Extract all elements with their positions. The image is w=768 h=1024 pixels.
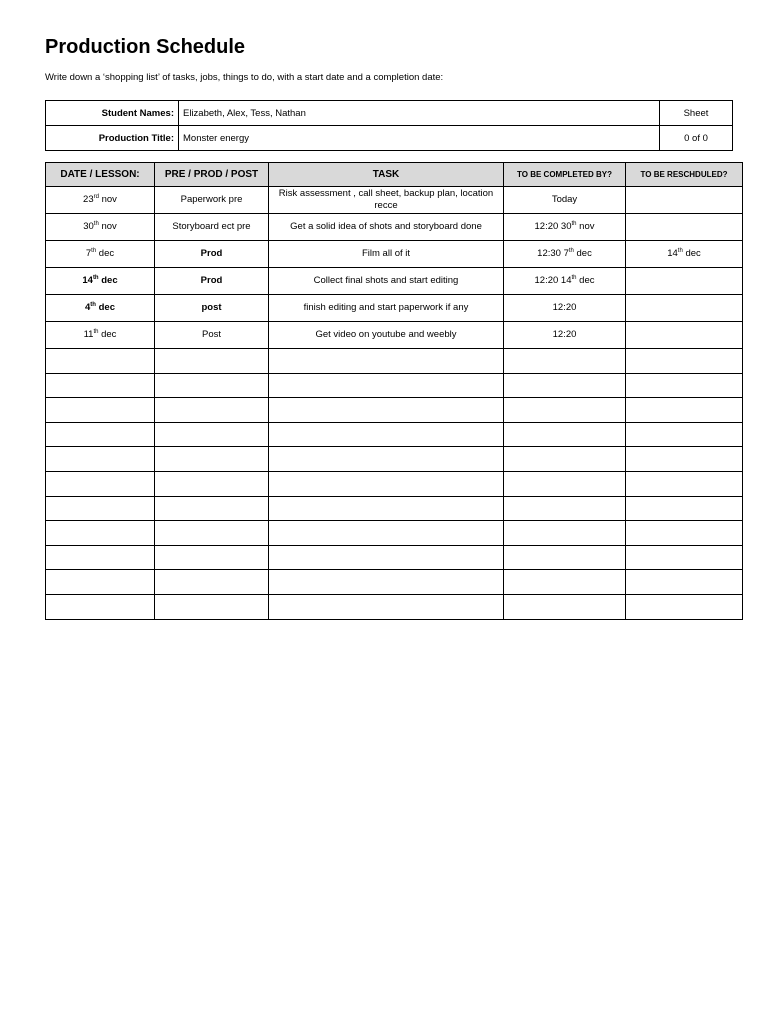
empty-schedule-row — [46, 594, 743, 619]
task-cell[interactable] — [269, 422, 504, 447]
rescheduled-cell-suffix: th — [677, 247, 683, 254]
header-rescheduled: TO BE RESCHDULED? — [626, 163, 743, 187]
task-cell[interactable]: Collect final shots and start editing — [269, 268, 504, 295]
completed-by-cell-rest: dec — [573, 248, 592, 259]
task-cell[interactable] — [269, 349, 504, 374]
task-cell[interactable] — [269, 545, 504, 570]
production-title-row — [46, 126, 733, 151]
date-month: dec — [98, 329, 117, 340]
task-cell[interactable] — [269, 447, 504, 472]
date-cell[interactable] — [46, 398, 155, 423]
date-suffix: th — [91, 247, 97, 254]
completed-by-cell-rest: nov — [576, 221, 595, 232]
production-info-table — [45, 100, 733, 151]
task-cell[interactable] — [269, 570, 504, 595]
date-cell[interactable] — [46, 570, 155, 595]
stage-cell[interactable] — [155, 496, 269, 521]
task-cell[interactable] — [269, 594, 504, 619]
date-day: 23 — [83, 194, 94, 205]
stage-cell[interactable]: Prod — [155, 268, 269, 295]
stage-cell[interactable] — [155, 447, 269, 472]
completed-by-cell[interactable] — [504, 241, 626, 268]
rescheduled-cell[interactable] — [626, 545, 743, 570]
rescheduled-cell[interactable] — [626, 322, 743, 349]
stage-cell[interactable] — [155, 422, 269, 447]
task-cell[interactable] — [269, 521, 504, 546]
completed-by-cell[interactable] — [504, 214, 626, 241]
rescheduled-cell[interactable] — [626, 447, 743, 472]
rescheduled-cell-main: 14 — [667, 248, 678, 259]
empty-schedule-row — [46, 349, 743, 374]
date-cell[interactable] — [46, 422, 155, 447]
completed-by-cell-main: 12:20 — [552, 329, 577, 340]
schedule-row — [46, 295, 743, 322]
date-month: nov — [98, 221, 117, 232]
date-cell[interactable] — [46, 322, 155, 349]
task-cell[interactable] — [269, 496, 504, 521]
rescheduled-cell[interactable] — [626, 496, 743, 521]
date-suffix: th — [92, 274, 99, 281]
date-suffix: th — [90, 301, 96, 308]
rescheduled-cell[interactable] — [626, 594, 743, 619]
task-cell[interactable]: Film all of it — [269, 241, 504, 268]
completed-by-cell-suffix: th — [568, 247, 574, 254]
completed-by-cell[interactable] — [504, 268, 626, 295]
schedule-body — [46, 187, 743, 620]
completed-by-cell[interactable] — [504, 570, 626, 595]
sheet-label: Sheet — [660, 101, 733, 126]
rescheduled-cell[interactable] — [626, 373, 743, 398]
stage-cell[interactable] — [155, 545, 269, 570]
completed-by-cell[interactable] — [504, 422, 626, 447]
stage-cell[interactable] — [155, 521, 269, 546]
task-cell[interactable] — [269, 373, 504, 398]
completed-by-cell[interactable] — [504, 471, 626, 496]
rescheduled-cell[interactable] — [626, 241, 743, 268]
schedule-row — [46, 322, 743, 349]
instruction-text: Write down a ‘shopping list’ of tasks, jobs, things to do, with a start date and a completion date: — [45, 72, 444, 83]
schedule-row — [46, 214, 743, 241]
completed-by-cell-main: 12:20 — [552, 302, 577, 313]
schedule-row — [46, 187, 743, 214]
rescheduled-cell[interactable] — [626, 268, 743, 295]
stage-cell[interactable]: Prod — [155, 241, 269, 268]
completed-by-cell[interactable] — [504, 398, 626, 423]
rescheduled-cell[interactable] — [626, 471, 743, 496]
date-month: nov — [98, 194, 117, 205]
completed-by-cell-suffix: th — [571, 274, 577, 281]
empty-schedule-row — [46, 373, 743, 398]
empty-schedule-row — [46, 471, 743, 496]
date-day: 11 — [83, 329, 94, 340]
stage-cell[interactable] — [155, 471, 269, 496]
date-cell[interactable] — [46, 187, 155, 214]
date-day: 4 — [85, 302, 91, 313]
completed-by-cell-main: Today — [551, 194, 578, 205]
header-task: TASK — [269, 163, 504, 187]
empty-schedule-row — [46, 398, 743, 423]
date-cell[interactable] — [46, 349, 155, 374]
date-day: 14 — [82, 275, 93, 286]
sheet-number: 0 of 0 — [660, 126, 733, 151]
date-cell[interactable] — [46, 594, 155, 619]
production-title-value[interactable]: Monster energy — [179, 126, 660, 151]
schedule-table — [45, 162, 743, 620]
task-cell[interactable] — [269, 398, 504, 423]
completed-by-cell[interactable] — [504, 295, 626, 322]
empty-schedule-row — [46, 422, 743, 447]
date-suffix: rd — [93, 193, 99, 200]
stage-cell[interactable] — [155, 398, 269, 423]
rescheduled-cell-rest: dec — [682, 248, 701, 259]
date-month: dec — [95, 302, 115, 313]
date-cell[interactable] — [46, 471, 155, 496]
completed-by-cell[interactable] — [504, 521, 626, 546]
production-title-label: Production Title: — [46, 126, 179, 151]
completed-by-cell[interactable] — [504, 187, 626, 214]
date-month: dec — [96, 248, 115, 259]
completed-by-cell[interactable] — [504, 349, 626, 374]
empty-schedule-row — [46, 447, 743, 472]
stage-cell[interactable] — [155, 594, 269, 619]
stage-cell[interactable]: Storyboard ect pre — [155, 214, 269, 241]
task-cell[interactable] — [269, 471, 504, 496]
date-cell[interactable] — [46, 545, 155, 570]
date-suffix: th — [93, 328, 99, 335]
date-cell[interactable] — [46, 521, 155, 546]
task-cell[interactable]: Risk assessment , call sheet, backup plan, location recce — [269, 187, 504, 214]
stage-cell[interactable] — [155, 349, 269, 374]
empty-schedule-row — [46, 496, 743, 521]
date-suffix: th — [93, 220, 99, 227]
rescheduled-cell[interactable] — [626, 570, 743, 595]
date-cell[interactable] — [46, 268, 155, 295]
task-cell[interactable]: Get video on youtube and weebly — [269, 322, 504, 349]
rescheduled-cell[interactable] — [626, 187, 743, 214]
date-cell[interactable] — [46, 241, 155, 268]
empty-schedule-row — [46, 521, 743, 546]
completed-by-cell[interactable] — [504, 322, 626, 349]
stage-cell[interactable]: Paperwork pre — [155, 187, 269, 214]
header-date-lesson: DATE / LESSON: — [46, 163, 155, 187]
stage-cell[interactable]: Post — [155, 322, 269, 349]
completed-by-cell[interactable] — [504, 545, 626, 570]
stage-cell[interactable]: post — [155, 295, 269, 322]
completed-by-cell[interactable] — [504, 373, 626, 398]
stage-cell[interactable] — [155, 373, 269, 398]
rescheduled-cell[interactable] — [626, 349, 743, 374]
rescheduled-cell[interactable] — [626, 521, 743, 546]
student-names-label: Student Names: — [46, 101, 179, 126]
stage-cell[interactable] — [155, 570, 269, 595]
date-cell[interactable] — [46, 373, 155, 398]
completed-by-cell[interactable] — [504, 447, 626, 472]
date-cell[interactable] — [46, 295, 155, 322]
header-stage: PRE / PROD / POST — [155, 163, 269, 187]
completed-by-cell-main: 12:20 30 — [534, 221, 572, 232]
schedule-row — [46, 268, 743, 295]
empty-schedule-row — [46, 570, 743, 595]
task-cell[interactable]: finish editing and start paperwork if any — [269, 295, 504, 322]
completed-by-cell-suffix: th — [571, 220, 577, 227]
completed-by-cell-rest: dec — [576, 275, 595, 286]
rescheduled-cell[interactable] — [626, 422, 743, 447]
schedule-row — [46, 241, 743, 268]
task-cell[interactable]: Get a solid idea of shots and storyboard done — [269, 214, 504, 241]
rescheduled-cell[interactable] — [626, 214, 743, 241]
header-completed-by: TO BE COMPLETED BY? — [504, 163, 626, 187]
page-title: Production Schedule — [45, 36, 246, 58]
date-cell[interactable] — [46, 214, 155, 241]
schedule-header-row — [46, 163, 743, 187]
completed-by-cell-main: 12:20 14 — [534, 275, 572, 286]
student-names-row — [46, 101, 733, 126]
date-day: 7 — [85, 248, 92, 259]
completed-by-cell[interactable] — [504, 496, 626, 521]
completed-by-cell-main: 12:30 7 — [537, 248, 569, 259]
empty-schedule-row — [46, 545, 743, 570]
date-cell[interactable] — [46, 447, 155, 472]
date-month: dec — [98, 275, 118, 286]
date-cell[interactable] — [46, 496, 155, 521]
student-names-value[interactable]: Elizabeth, Alex, Tess, Nathan — [179, 101, 660, 126]
date-day: 30 — [83, 221, 94, 232]
completed-by-cell[interactable] — [504, 594, 626, 619]
rescheduled-cell[interactable] — [626, 295, 743, 322]
rescheduled-cell[interactable] — [626, 398, 743, 423]
